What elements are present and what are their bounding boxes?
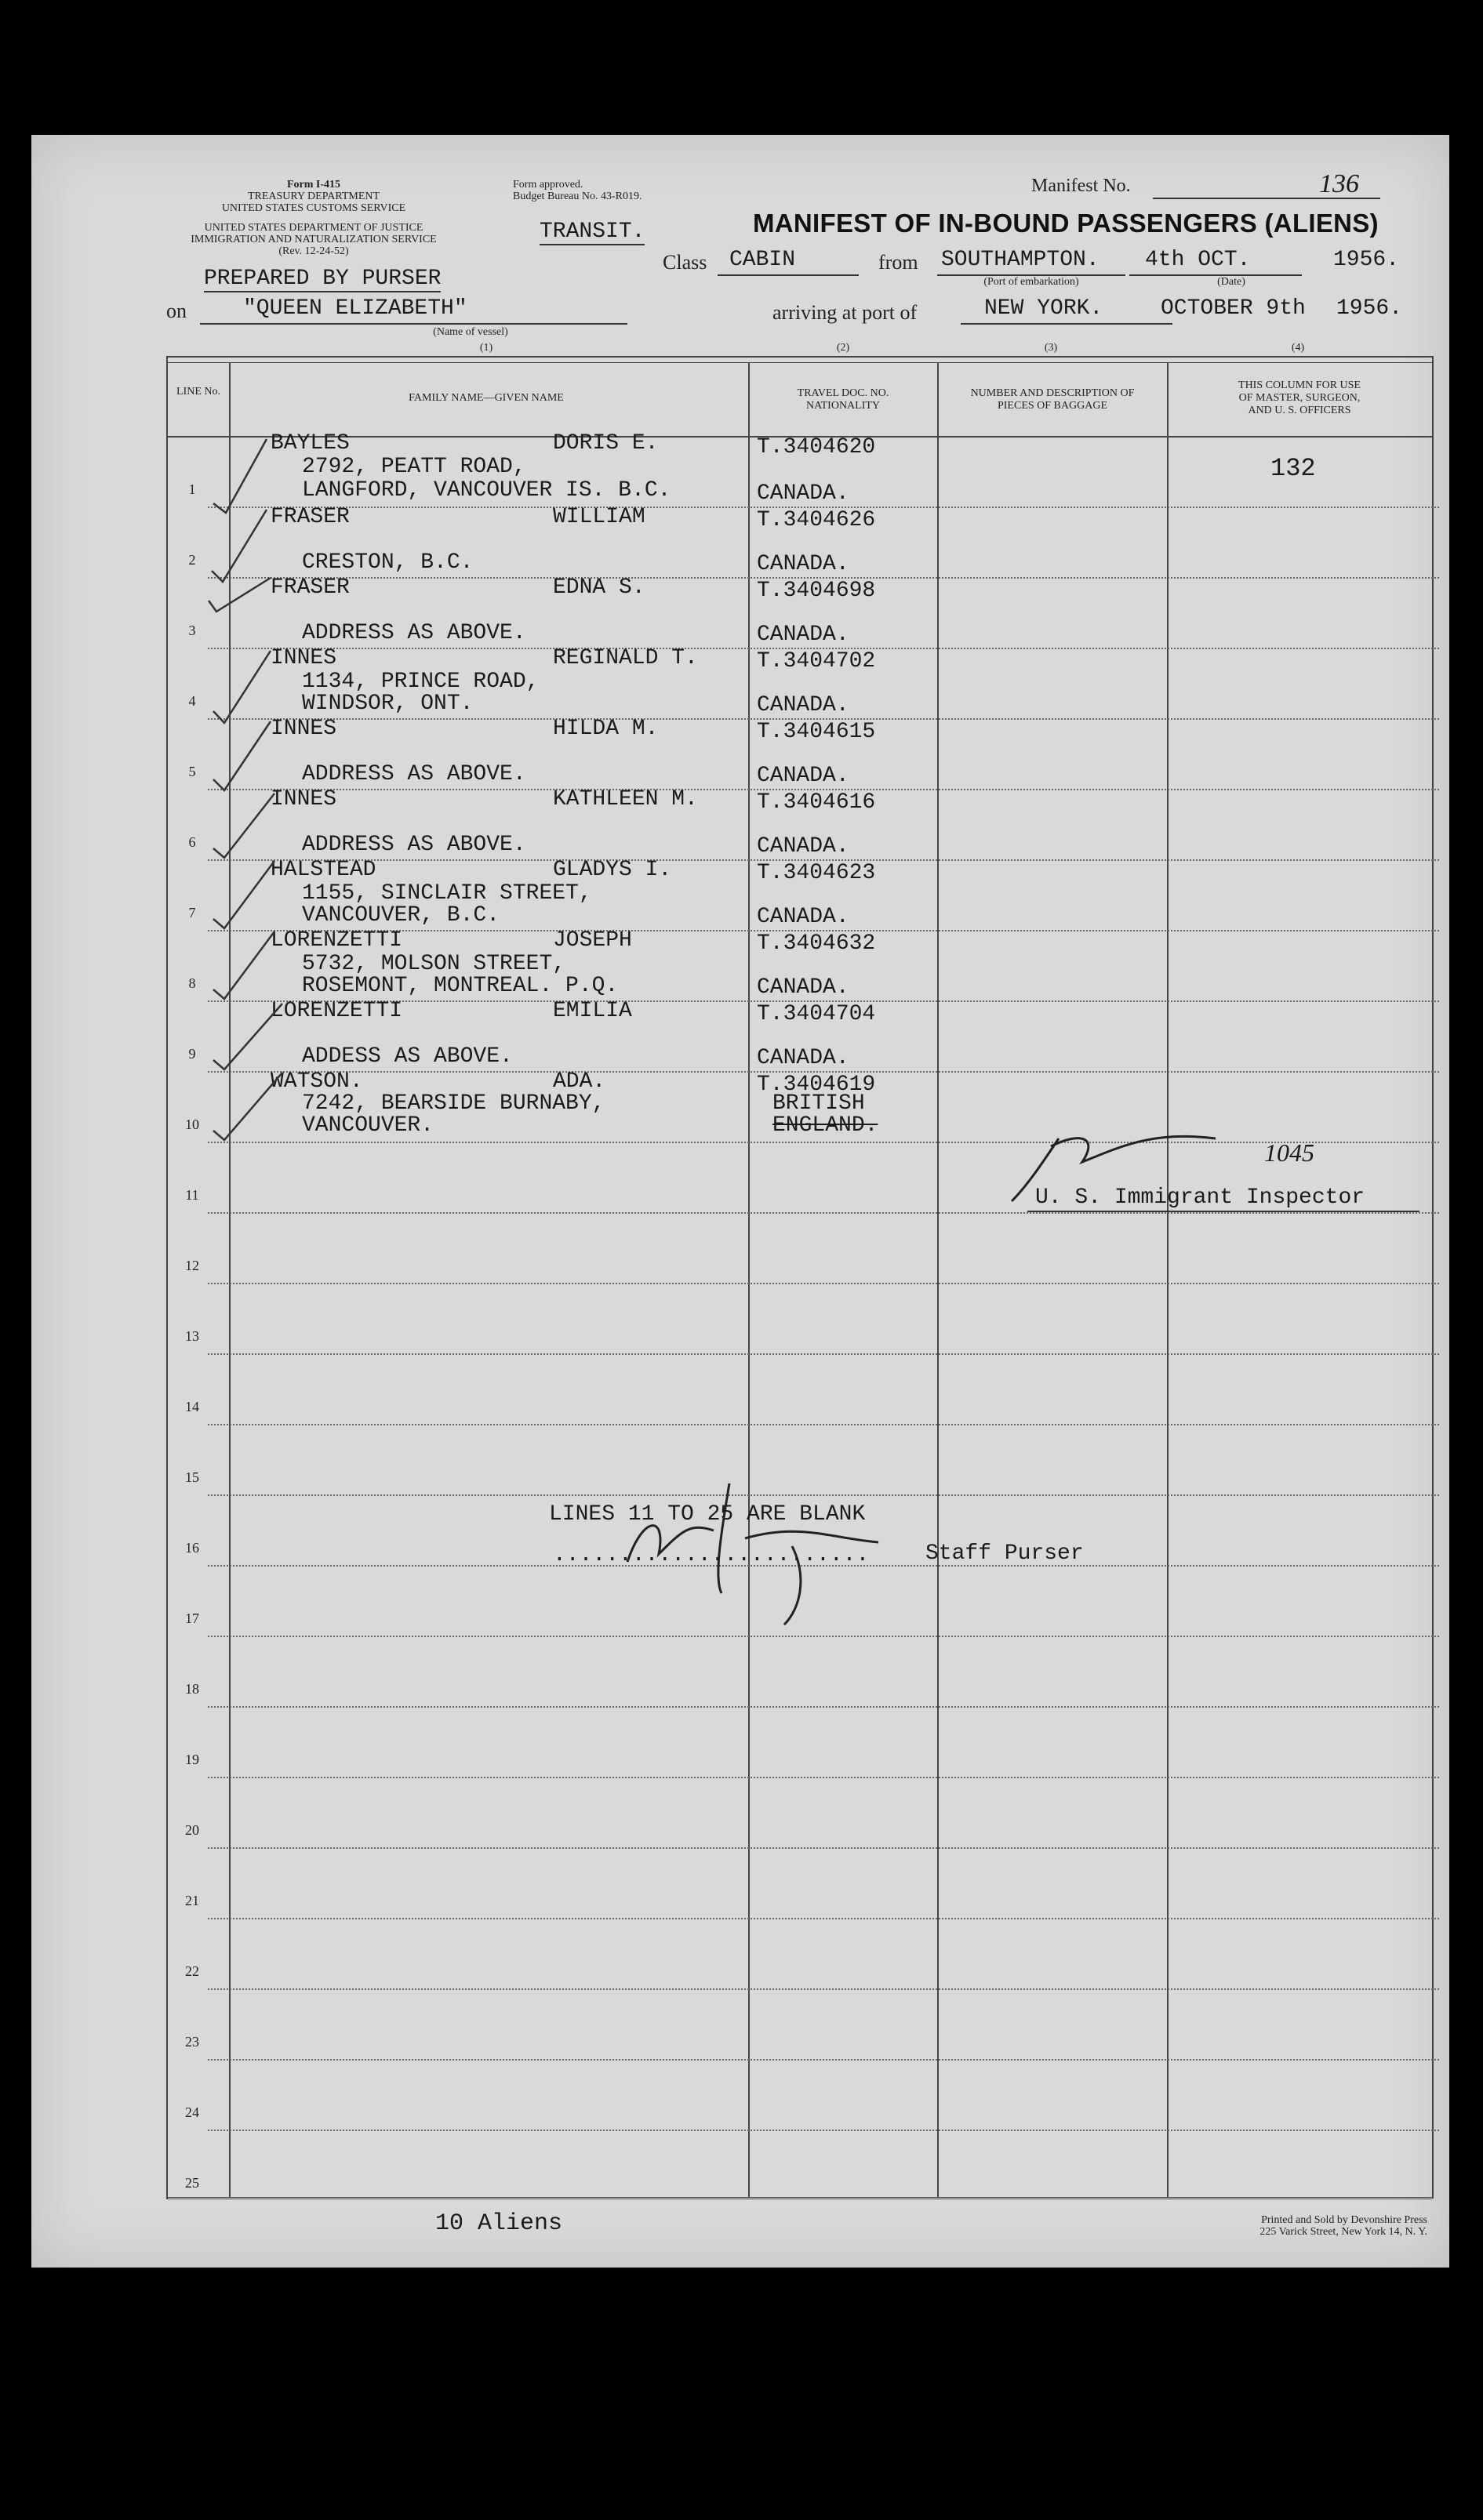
given-name: KATHLEEN M. (553, 787, 698, 812)
row-line (208, 1283, 1439, 1284)
address-line-1: 7242, BEARSIDE BURNABY, (302, 1091, 605, 1116)
line-number: 17 (185, 1610, 199, 1626)
line-number: 2 (188, 552, 196, 568)
col-name-header: FAMILY NAME—GIVEN NAME (409, 392, 564, 404)
travel-doc: T.3404615 (757, 720, 876, 744)
family-name: WATSON. (271, 1069, 363, 1094)
prepared-by: PREPARED BY PURSER (204, 267, 442, 291)
row-line (208, 1918, 1439, 1919)
given-name: REGINALD T. (553, 646, 698, 670)
family-name: LORENZETTI (271, 928, 403, 953)
nationality: CANADA. (757, 623, 849, 647)
nationality: CANADA. (757, 693, 849, 717)
row-line (208, 1706, 1439, 1708)
col-officers-header-a: THIS COLUMN FOR USE (1238, 379, 1361, 391)
travel-doc: T.3404698 (757, 579, 876, 603)
family-name: INNES (271, 646, 337, 670)
address-line-2: ADDRESS AS ABOVE. (302, 621, 526, 645)
form-number: Form I-415 (286, 179, 341, 191)
address-line-2: ADDRESS AS ABOVE. (302, 762, 526, 786)
nationality: CANADA. (757, 764, 849, 788)
travel-doc: T.3404619 (757, 1073, 876, 1097)
address-line-1: 5732, MOLSON STREET, (302, 952, 566, 976)
family-name: INNES (271, 787, 337, 812)
line-number: 5 (188, 764, 196, 779)
total-aliens: 10 Aliens (435, 2210, 563, 2237)
given-name: DORIS E. (553, 431, 659, 456)
class-label: Class (663, 251, 707, 274)
check-mark (213, 1004, 282, 1069)
check-mark (213, 1073, 282, 1140)
travel-doc: T.3404620 (757, 435, 876, 459)
nationality: CANADA. (757, 481, 849, 506)
check-mark (213, 439, 267, 513)
manifest-sheet (31, 135, 1449, 2268)
col-baggage-header-a: NUMBER AND DESCRIPTION OF (970, 387, 1135, 399)
transit-label: TRANSIT. (540, 220, 645, 244)
col-2-number: (2) (836, 342, 850, 354)
travel-doc: T.3404626 (757, 508, 876, 532)
rev-date: (Rev. 12-24-52) (278, 245, 349, 257)
nationality: CANADA. (757, 552, 849, 576)
line-number: 23 (185, 2034, 199, 2050)
line-number: 16 (185, 1540, 199, 1556)
class-value: CABIN (729, 248, 796, 272)
line-number: 19 (185, 1752, 199, 1767)
check-mark (213, 793, 274, 858)
check-mark (213, 931, 274, 999)
row-line (208, 1847, 1439, 1849)
col-doc-header: TRAVEL DOC. NO. (797, 387, 889, 399)
port-embarkation: SOUTHAMPTON. (941, 248, 1100, 272)
given-name: JOSEPH (553, 928, 632, 953)
address-line-2: VANCOUVER, B.C. (302, 903, 500, 928)
col-baggage-header-b: PIECES OF BAGGAGE (997, 400, 1107, 412)
family-name: FRASER (271, 576, 350, 600)
address-line-1: 2792, PEATT ROAD, (302, 455, 526, 479)
manifest-label: Manifest No. (1031, 176, 1131, 196)
address-line-1: 1155, SINCLAIR STREET, (302, 881, 592, 906)
given-name: WILLIAM (553, 505, 645, 529)
page-title: MANIFEST OF IN-BOUND PASSENGERS (ALIENS) (753, 209, 1379, 238)
travel-doc: T.3404704 (757, 1002, 876, 1026)
family-name: BAYLES (271, 431, 350, 456)
address-line-2: ROSEMONT, MONTREAL. P.Q. (302, 974, 619, 998)
line-number: 7 (188, 905, 196, 920)
printer-line-2: 225 Varick Street, New York 14, N. Y. (1259, 2226, 1427, 2238)
line-number: 4 (188, 693, 196, 709)
line-number: 8 (188, 975, 196, 991)
manifest-number: 136 (1319, 169, 1359, 198)
vessel-caption: (Name of vessel) (433, 326, 508, 338)
address-line-2: LANGFORD, VANCOUVER IS. B.C. (302, 478, 671, 503)
travel-doc: T.3404616 (757, 790, 876, 815)
check-mark (209, 578, 271, 612)
blank-lines-note: LINES 11 TO 25 ARE BLANK (549, 1502, 866, 1527)
vessel-name: "QUEEN ELIZABETH" (243, 296, 467, 321)
given-name: GLADYS I. (553, 858, 672, 882)
row-line (208, 1777, 1439, 1778)
col-1-number: (1) (479, 342, 493, 354)
travel-doc: T.3404702 (757, 649, 876, 674)
check-marks (31, 135, 502, 1233)
departure-date: 4th OCT. (1145, 248, 1251, 272)
address-line-2: VANCOUVER. (302, 1113, 434, 1138)
col-divider-3 (1167, 362, 1169, 2197)
arrival-year: 1956. (1336, 296, 1403, 321)
arrival-date: OCTOBER 9th (1161, 296, 1306, 321)
col-nat-header: NATIONALITY (805, 400, 881, 412)
arrival-port: NEW YORK. (984, 296, 1103, 321)
line-number: 18 (185, 1681, 199, 1697)
nationality-struck: ENGLAND. (772, 1113, 878, 1138)
dept-ins: IMMIGRATION AND NATURALIZATION SERVICE (191, 234, 437, 245)
col-divider-2 (937, 362, 939, 2197)
line-number: 20 (185, 1822, 199, 1838)
table-bottom-rule (166, 2197, 1432, 2199)
date-caption: (Date) (1217, 276, 1245, 288)
arriving-label: arriving at port of (772, 301, 918, 324)
line-number: 14 (185, 1399, 199, 1414)
line-number: 10 (185, 1117, 199, 1132)
dept-treasury: TREASURY DEPARTMENT (247, 191, 380, 202)
line-number: 9 (188, 1046, 196, 1062)
check-mark (212, 510, 267, 582)
col-officers-header-c: AND U. S. OFFICERS (1248, 405, 1351, 416)
col-line-header: LINE No. (176, 386, 220, 398)
address-line-2: WINDSOR, ONT. (302, 692, 474, 716)
dept-customs: UNITED STATES CUSTOMS SERVICE (221, 202, 406, 214)
line-number: 21 (185, 1893, 199, 1908)
dept-justice: UNITED STATES DEPARTMENT OF JUSTICE (204, 222, 423, 234)
budget-line: Budget Bureau No. 43-R019. (513, 191, 642, 202)
printer-line-1: Printed and Sold by Devonshire Press (1261, 2214, 1427, 2226)
check-mark (213, 861, 274, 928)
approved-line: Form approved. (513, 179, 583, 191)
inspector-line (1027, 1211, 1419, 1212)
given-name: EDNA S. (553, 576, 645, 600)
line-number: 3 (188, 623, 196, 638)
line-number: 22 (185, 1963, 199, 1979)
travel-doc: T.3404623 (757, 861, 876, 885)
address-line-1: 1134, PRINCE ROAD, (302, 670, 540, 694)
row-line (208, 1636, 1439, 1637)
officer-note: 132 (1270, 454, 1316, 483)
line-number: 13 (185, 1328, 199, 1344)
col-4-number: (4) (1291, 342, 1305, 354)
line-number: 12 (185, 1258, 199, 1273)
purser-label: Staff Purser (925, 1541, 1084, 1566)
row-line (208, 2130, 1439, 2131)
nationality: CANADA. (757, 905, 849, 929)
line-number: 24 (185, 2104, 199, 2120)
col-officers-header-b: OF MASTER, SURGEON, (1238, 392, 1361, 404)
row-line (208, 1988, 1439, 1990)
col-3-number: (3) (1044, 342, 1058, 354)
line-number: 25 (185, 2175, 199, 2191)
nationality: BRITISH (772, 1091, 865, 1116)
line-number: 1 (188, 481, 196, 497)
line-number: 6 (188, 834, 196, 850)
nationality: CANADA. (757, 1046, 849, 1070)
family-name: INNES (271, 717, 337, 741)
col-divider-1 (748, 362, 750, 2197)
inspector-label: U. S. Immigrant Inspector (1035, 1186, 1365, 1210)
given-name: EMILIA (553, 999, 632, 1023)
family-name: LORENZETTI (271, 999, 403, 1023)
nationality: CANADA. (757, 975, 849, 1000)
purser-dots: ........................ (553, 1543, 870, 1567)
travel-doc: T.3404632 (757, 931, 876, 956)
address-line-2: ADDESS AS ABOVE. (302, 1044, 513, 1069)
family-name: FRASER (271, 505, 350, 529)
inspector-number: 1045 (1264, 1138, 1314, 1167)
on-label: on (166, 300, 187, 322)
row-line (208, 1424, 1439, 1425)
from-label: from (878, 251, 918, 274)
class-line (718, 274, 859, 276)
check-mark (213, 721, 271, 790)
nationality: CANADA. (757, 834, 849, 859)
row-line (208, 2059, 1439, 2061)
port-caption: (Port of embarkation) (983, 276, 1079, 288)
family-name: HALSTEAD (271, 858, 376, 882)
row-line (208, 1353, 1439, 1355)
line-number: 15 (185, 1469, 199, 1485)
address-line-2: ADDRESS AS ABOVE. (302, 833, 526, 857)
arrival-port-line (961, 323, 1172, 325)
departure-year: 1956. (1333, 248, 1400, 272)
given-name: HILDA M. (553, 717, 659, 741)
address-line-2: CRESTON, B.C. (302, 550, 474, 575)
given-name: ADA. (553, 1069, 606, 1094)
line-number: 11 (185, 1187, 199, 1203)
check-mark (213, 651, 271, 723)
